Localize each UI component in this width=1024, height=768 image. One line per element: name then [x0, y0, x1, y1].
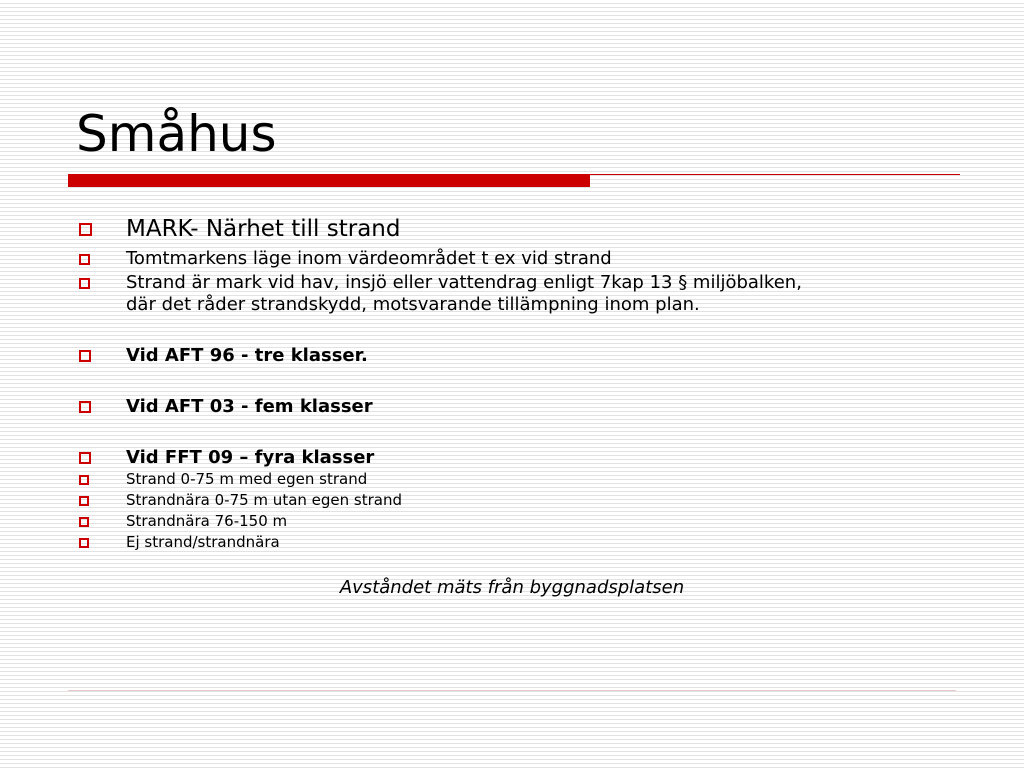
bullet-text: Vid AFT 96 - tre klasser.	[126, 345, 368, 366]
bullet-text: MARK- Närhet till strand	[126, 216, 401, 242]
square-bullet-icon	[79, 254, 90, 265]
class-item	[70, 532, 970, 553]
bullet-mark	[70, 212, 970, 246]
class-item	[70, 511, 970, 532]
square-bullet-icon	[79, 517, 89, 527]
bullet-text-line-1: Strand är mark vid hav, insjö eller vattendrag enligt 7kap 13 § miljöbalken,	[126, 272, 802, 293]
bullet-aft03	[70, 395, 970, 418]
bullet-list	[70, 212, 970, 553]
class-text: Strandnära 0-75 m utan egen strand	[126, 491, 402, 509]
square-bullet-icon	[79, 496, 89, 506]
title-divider-bar	[68, 175, 590, 187]
class-item	[70, 469, 970, 490]
slide-title: Småhus	[76, 105, 277, 163]
square-bullet-icon	[79, 401, 91, 413]
bullet-strand-definition	[70, 272, 970, 316]
bullet-text-line-2: där det råder strandskydd, motsvarande tillämpning inom plan.	[126, 294, 700, 315]
bullet-fft09	[70, 446, 970, 469]
class-text: Strand 0-75 m med egen strand	[126, 470, 368, 488]
square-bullet-icon	[79, 538, 89, 548]
square-bullet-icon	[79, 350, 91, 362]
bullet-tomtmarkens-lage	[70, 248, 970, 270]
square-bullet-icon	[79, 475, 89, 485]
footer-divider	[68, 690, 956, 691]
bullet-text: Vid AFT 03 - fem klasser	[126, 396, 373, 417]
bullet-aft96	[70, 344, 970, 367]
bullet-text: Vid FFT 09 – fyra klasser	[126, 447, 375, 468]
class-text: Strandnära 76-150 m	[126, 512, 288, 530]
class-text: Ej strand/strandnära	[126, 533, 280, 551]
square-bullet-icon	[79, 278, 90, 289]
square-bullet-icon	[79, 223, 92, 236]
distance-note: Avståndet mäts från byggnadsplatsen	[339, 577, 685, 598]
bullet-text: Tomtmarkens läge inom värdeområdet t ex vid strand	[126, 248, 612, 269]
square-bullet-icon	[79, 452, 91, 464]
class-item	[70, 490, 970, 511]
